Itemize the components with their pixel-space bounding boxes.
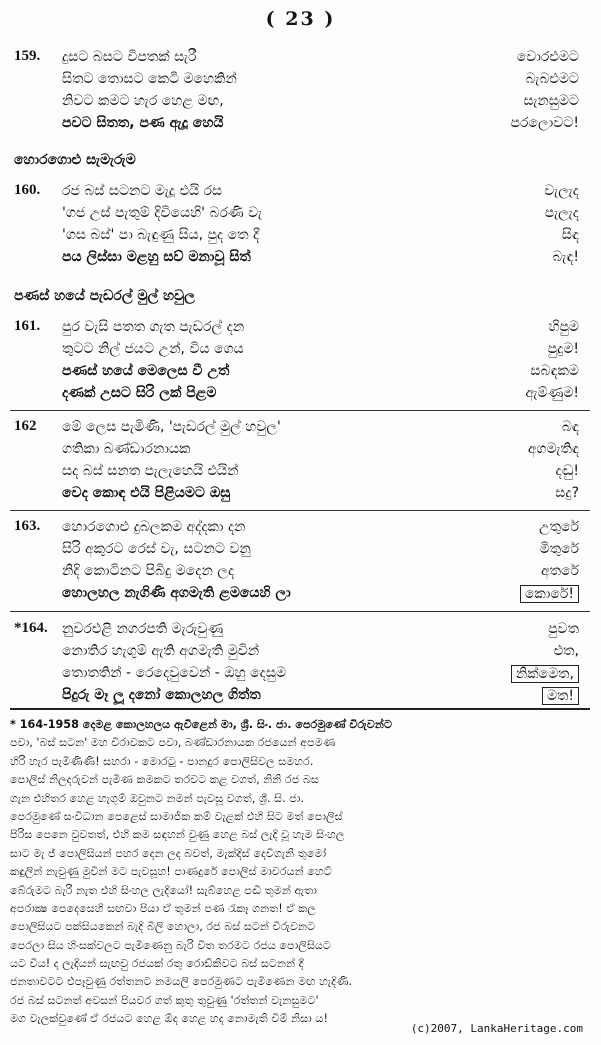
- verse-end-word: ඇම්ණුම!: [525, 385, 579, 401]
- verse-line: [0, 540, 601, 564]
- footnote-line: පෙරලා සිය හිංසක්වලට පැමිණෙනු බැරි විත තරමට රජය පොලිසියට: [10, 938, 331, 952]
- footnote-line: * 164-1958 දෙමළ කොලහලය ඇවිළෙන් මා, ශ්‍රී. සිං. ජා. පෙරමුණේ විරුවන්ට: [10, 718, 393, 731]
- verse-text: නිවට කමට හැර හෙළ මඟ,: [62, 93, 224, 109]
- verse-number: 159.: [14, 48, 41, 64]
- verse-line: [0, 226, 601, 250]
- verse-end-word: එත,: [553, 643, 579, 659]
- verse-end-word: උතුරේ: [538, 519, 579, 535]
- verse-text: වෙද කොඳ එයි පිළියමට ඔසු: [62, 485, 231, 501]
- verse-text: හොරගොළු දුබලකම අද්දකා දන: [62, 519, 246, 535]
- footnote-line: අපරාක්‍ෂ පෙදෙසෙහි සඟවා පියා ඒ තුමන් පණ රැකෑ ගනත! ඒ කල: [10, 901, 316, 915]
- verse-line: [0, 484, 601, 508]
- verse-end-word: මිතුරේ: [539, 541, 579, 557]
- verse-text: නුවරඑළි නගරපති මැරුවුණු: [62, 621, 224, 637]
- footnote-line: කඳුලින් නැවුණු මුවින් මට පැවසූහ! පාණදුරේ පොලිස් මාවරයන් හෙට්: [10, 865, 332, 879]
- verse-line: [0, 562, 601, 586]
- verse-line: [0, 418, 601, 442]
- copyright-notice: (c)2007, LankaHeritage.com: [410, 1022, 583, 1035]
- footnote-line: පවා, 'බස් සටන' මහ විරාවකට පවා, බණ්ඩාරනායක රජයෙන් අපමණ: [10, 736, 336, 750]
- footnote: [10, 716, 592, 1029]
- verse-line: [0, 642, 601, 666]
- verse-end-word: පරලොවට!: [510, 115, 579, 131]
- verse-line: [0, 248, 601, 272]
- verse-number: *164.: [14, 620, 48, 636]
- verse-text: තොතතින් - රෙදෙවුවෙන් - ඔහු දෙසුම: [62, 665, 287, 681]
- footnote-line: බේරුමට බැරි නැත එහි සිංහල ලැදියෝ! සැබ්හෙළ පඬි තුමන් ඇතා: [10, 883, 317, 897]
- verse-text: හොලහල නැගිණි අගමැති ළමයෙහි ලා: [62, 585, 291, 601]
- verse-end-word: දඬු!: [555, 463, 579, 479]
- verse-line: [0, 318, 601, 342]
- verse-end-word: සිඳ: [561, 227, 579, 243]
- verse-text: දුසට බසට විපතක් සැරී: [62, 49, 197, 65]
- verse-text: නිදි කොටිනට පිබිදු මදෙන ලද: [62, 563, 235, 579]
- section-heading-horagolu: හොරගොළු සැමැරුම: [14, 152, 136, 168]
- verse-line: [0, 440, 601, 464]
- verse-text: පිදුරු මෑ ලූ දනෝ කොලහල ගිත්ත: [62, 687, 261, 703]
- verse-end-word: පුවත: [548, 621, 579, 637]
- verse-text: 'ගජ උස් පැතුම් දිවියෙහි' බරණි වැ: [62, 205, 263, 221]
- verse-text: තුටට නිල් ජයට උන්, විය ගෙය: [62, 341, 244, 357]
- verse-line: [0, 114, 601, 138]
- verse-end-word: සබඳකම: [530, 363, 579, 379]
- verse-line: [0, 384, 601, 408]
- footnote-line: යට විය! ද ලැදියන් සැඟවු රජයක් රතු රොඩ්කිවට බස් සටනන් දී: [10, 957, 304, 971]
- footnote-line: පෙරමුණේ සංවිධාන පෙළෙස් සාමාජික කම් වැළක් එහි සිට මත් පොලිස්: [10, 809, 343, 823]
- verse-line: [0, 48, 601, 72]
- verse-line: [0, 182, 601, 206]
- verse-end-word: නික්මෙත,: [511, 665, 579, 683]
- verse-text: සිතට තොසට කෙටී මහෙකින්: [62, 71, 237, 87]
- verse-line: [0, 204, 601, 228]
- verse-text: පණස් හයේ මෙලෙස වී උත්: [62, 363, 230, 379]
- footnote-divider: [10, 708, 590, 710]
- footnote-line: පොලිස් නිලදරුවන් පැමිණ කමකට තරවට කළ වගත්, නිනි රජ බස: [10, 773, 319, 787]
- verse-end-word: බඳ: [561, 419, 579, 435]
- verse-line: [0, 518, 601, 542]
- verse-end-word: සැනසුමට: [523, 93, 579, 109]
- verse-number: 162: [14, 418, 37, 434]
- verse-number: 163.: [14, 518, 41, 534]
- verse-text: දණක් උසට සිරි ලක් පිළම: [62, 385, 217, 401]
- verse-end-word: හිපුම: [548, 319, 579, 335]
- verse-divider: [10, 611, 590, 612]
- verse-text: නොතිර හැගුම් ඇති අගමැති මුවින්: [62, 643, 260, 659]
- verse-line: [0, 362, 601, 386]
- verse-text: පය ලිස්සා මළහු සව් මනාවූ සිත්: [62, 249, 251, 265]
- verse-number: 160.: [14, 182, 41, 198]
- verse-end-word: පුදුම!: [547, 341, 579, 357]
- verse-end-word: බැඳ!: [552, 249, 579, 265]
- footnote-line: පිරිස පෙනෙ වුවතත්, එහි කම සඳහන් වුණු හෙළ බස් ලැදි වූ හැම සිංහල: [10, 828, 345, 842]
- verse-line: [0, 620, 601, 644]
- verse-divider: [10, 510, 590, 511]
- verse-end-word: කොරේ!: [520, 585, 579, 603]
- verse-line: [0, 584, 601, 608]
- verse-end-word: පැලැද: [544, 205, 579, 221]
- footnote-line: මග වැලක්වුණේ ඒ රජයට හෙළ ඕද හෙළ හද නොමැති වීම් නිසා ය!: [10, 1012, 328, 1026]
- verse-end-word: වොරළුමට: [516, 49, 579, 65]
- verse-line: [0, 664, 601, 688]
- verse-text: රජ බස් සටනට මැදූ එයි රස: [62, 183, 223, 199]
- verse-text: පුර වැසි පතත ගැත පැඩරල් දන: [62, 319, 245, 335]
- verse-text: ගතිකා බණ්ඩාරනායක: [62, 441, 191, 457]
- verse-end-word: සදු?: [555, 485, 579, 501]
- verse-end-word: බැබළුමට: [525, 71, 579, 87]
- footnote-line: ජනතාවටට එපෑවුණු රත්තනට නමයලි පෙරමුණට පැමිණෙන මඟ හැදිණි.: [10, 975, 353, 989]
- footnote-line: සාට මැ ජ් පොලිසියන් පහර දෙන ලද බවත්, මැක්දිස් දෙවිගැනි තුමෝ: [10, 846, 327, 860]
- verse-text: පවට සිතත, පණ ඇදූ හෙයි: [62, 115, 224, 131]
- verse-divider: [10, 410, 590, 411]
- verse-end-word: මත!: [542, 687, 579, 705]
- verse-line: [0, 462, 601, 486]
- verse-line: [0, 92, 601, 116]
- footnote-line: ගැන එහිතර හෙළ හැගුම් ඔවුනට නමන් පැවසූ වගත්, ශ්‍රී. සි. ජා.: [10, 791, 305, 805]
- footnote-line: රජ බස් සටනත් අවසන් පියවර ගත් කුතු තුවුණු 'රත්තන් වැනසුමට': [10, 993, 319, 1007]
- verse-line: [0, 686, 601, 710]
- section-heading-federal: පණස් හයේ පැඩරල් මුල් හවුල: [14, 288, 195, 304]
- verse-number: 161.: [14, 318, 41, 334]
- verse-text: මේ ලෙස පැමිණි, 'පැඩරල් මුල් හවුල': [62, 419, 281, 435]
- verse-text: සද බස් සනත පැලැහෙයි එයින්: [62, 463, 239, 479]
- footnote-line: පොලිසියට පක්සියකෙන් බැදි බිලි හොලා, රජ බස් සටන් විරුවනට: [10, 920, 316, 934]
- verse-end-word: අතරේ: [541, 563, 579, 579]
- verse-text: 'ගස බස්' පා බැඳුණු සිය, පුද තෙ දී: [62, 227, 260, 243]
- verse-text: සිරි අකුරට රෙස් වැ, සටනට වනු: [62, 541, 251, 557]
- verse-end-word: අගමැතිඳ: [527, 441, 579, 457]
- page-number: ( 23 ): [265, 8, 336, 30]
- verse-end-word: වැලැද: [544, 183, 579, 199]
- verse-line: [0, 70, 601, 94]
- verse-line: [0, 340, 601, 364]
- footnote-line: හිරි හැර පැමිණිණි! සහරා - මොරටු - පානදුර පොලිසිවල සමහර.: [10, 754, 314, 768]
